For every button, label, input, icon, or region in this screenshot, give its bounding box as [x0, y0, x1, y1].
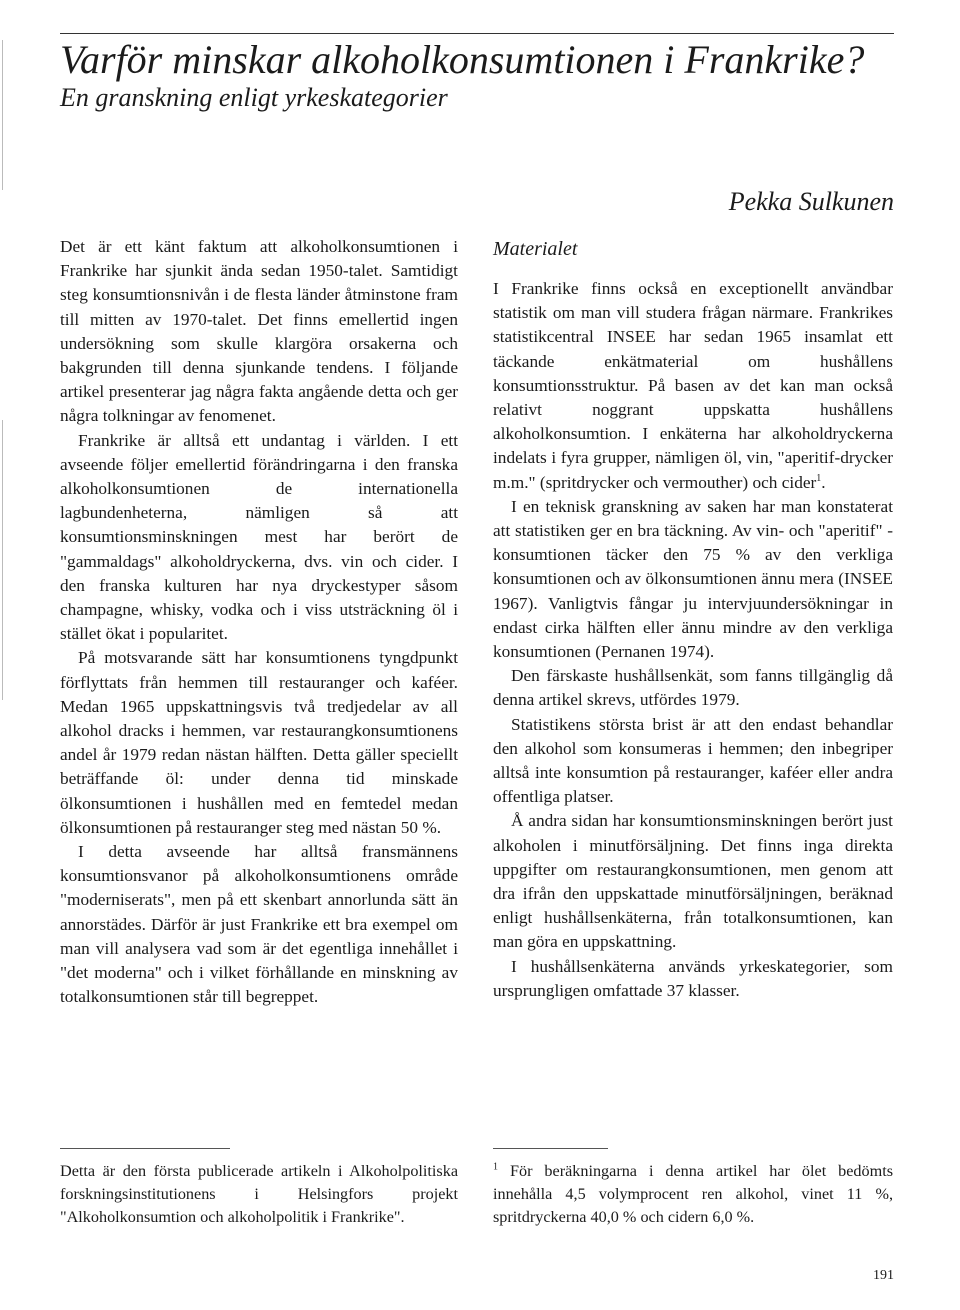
- paragraph-text: .: [821, 472, 826, 492]
- body-paragraph: Å andra sidan har konsumtionsminskningen berört just alkoholen i minutförsäljning. Det finns inga direkta uppgifter om restaurangkonsumtionen, men genom att dra ifrån den uppskattade minutförsäljningen, beräknad enligt hushållsenkäterna, från totalkonsumtionen, kan man göra en uppskattning.: [493, 811, 893, 952]
- body-paragraph: I detta avseende har alltså fransmännens konsumtionsvanor på alkoholkonsumtionens område "moderniserats", men på ett skenbart annorlunda sätt än annorstädes. Därför är just Frankrike ett bra exempel om man vill analysera vad som är det egentliga innehållet i "det moderna" och i vilket förhållande en minskning av totalkonsumtionen står till begreppet.: [60, 842, 458, 1007]
- footnote-rule: [60, 1148, 230, 1149]
- body-paragraph: Det är ett känt faktum att alkoholkonsumtionen i Frankrike har sjunkit ända sedan 1950-talet. Samtidigt steg konsumtionsnivån i de flesta länder åtminstone fram till mitten av 1970-talet. Det finns emellertid ingen undersökning som skulle klargöra orsakerna och bakgrunden till denna sjunkande tendens. I följande artikel presenterar jag några fakta angående detta och ger några tolkningar av fenomenet.: [60, 237, 458, 426]
- footnote-right: [493, 1160, 893, 1229]
- page-number: 191: [873, 1268, 894, 1283]
- header-rule: [60, 33, 894, 34]
- footnote-rule: [493, 1148, 608, 1149]
- footnote-marker: 1: [493, 1161, 498, 1173]
- footnote-left: Detta är den första publicerade artikeln i Alkoholpolitiska forskningsinstitutionens i Helsingfors projekt "Alkoholkonsumtion och alkoholpolitik i Frankrike".: [60, 1162, 458, 1226]
- article-subtitle: En granskning enligt yrkeskategorier: [60, 83, 448, 112]
- paragraph-text: I Frankrike finns också en exceptionellt användbar statistik om man vill studera frågan närmare. Frankrikes statistikcentral INSEE har sedan 1965 insamlat ett täckande enkätmaterial om hushållens konsumtionsstruktur. På basen av det kan man också relativt noggrant uppskatta hushållens alkoholkonsumtion. I enkäterna har alkoholdryckerna indelats i fyra grupper, nämligen öl, vin, "aperitif-drycker m.m." (spritdrycker och vermouther) och cider: [493, 279, 893, 492]
- footnote-text: För beräkningarna i denna artikel har ölet bedömts innehålla 4,5 volymprocent ren alkohol, vinet 11 %, spritdryckerna 40,0 % och cidern 6,0 %.: [493, 1162, 894, 1226]
- section-heading: Materialet: [493, 238, 578, 260]
- author-name: Pekka Sulkunen: [728, 187, 894, 216]
- body-paragraph: Den färskaste hushållsenkät, som fanns tillgänglig då denna artikel skrevs, utfördes 1979.: [493, 666, 893, 710]
- left-column: [60, 235, 458, 1010]
- body-paragraph: I hushållsenkäterna används yrkeskategorier, som ursprungligen omfattade 37 klasser.: [493, 956, 893, 1000]
- body-paragraph: I en teknisk granskning av saken har man konstaterat att statistiken ger en bra täckning. Av vin- och "aperitif" -konsumtionen täcker den 75 % av den verkliga konsumtionen och av ölkonsumtionen ännu mera (INSEE 1967). Vanligtvis fångar ju intervjuundersökningar in endast cirka hälften eller ännu mindre av den verkliga konsumtionen (Pernanen 1974).: [493, 496, 893, 662]
- body-paragraph: [493, 277, 893, 495]
- scan-edge-line: [2, 420, 3, 700]
- body-paragraph: På motsvarande sätt har konsumtionens tyngdpunkt förflyttats från hemmen till restauranger och kaféer. Medan 1965 uppskattningsvis två tredjedelar av all alkohol dracks i hemmen, var restaurangkonsumtionens andel år 1979 redan nästan hälften. Detta gäller speciellt beträffande öl: under denna tid minskade ölkonsumtionen i hushållen med en femtedel medan ölkonsumtionen på restauranger steg med nästan 50 %.: [60, 648, 458, 837]
- footnote-reference: 1: [816, 472, 822, 484]
- article-title: Varför minskar alkoholkonsumtionen i Frankrike?: [60, 37, 865, 82]
- body-paragraph: Frankrike är alltså ett undantag i världen. I ett avseende följer emellertid förändringarna i den franska alkoholkonsumtionen de internationella lagbundenheterna, nämligen så att konsumtionsminskningen mest har berört de "gammaldags" alkoholdryckerna, dvs. vin och cider. I den franska kulturen har nya dryckestyper såsom champagne, whisky, vodka och i viss utsträckning öl i stället ökat i popularitet.: [60, 430, 458, 644]
- scan-edge-line: [2, 40, 3, 190]
- body-paragraph: Statistikens största brist är att den endast behandlar den alkohol som konsumeras i hemmen; den inbegriper alltså inte konsumtion på restauranger, kaféer eller andra offentliga platser.: [493, 714, 893, 807]
- right-column: [493, 235, 893, 1003]
